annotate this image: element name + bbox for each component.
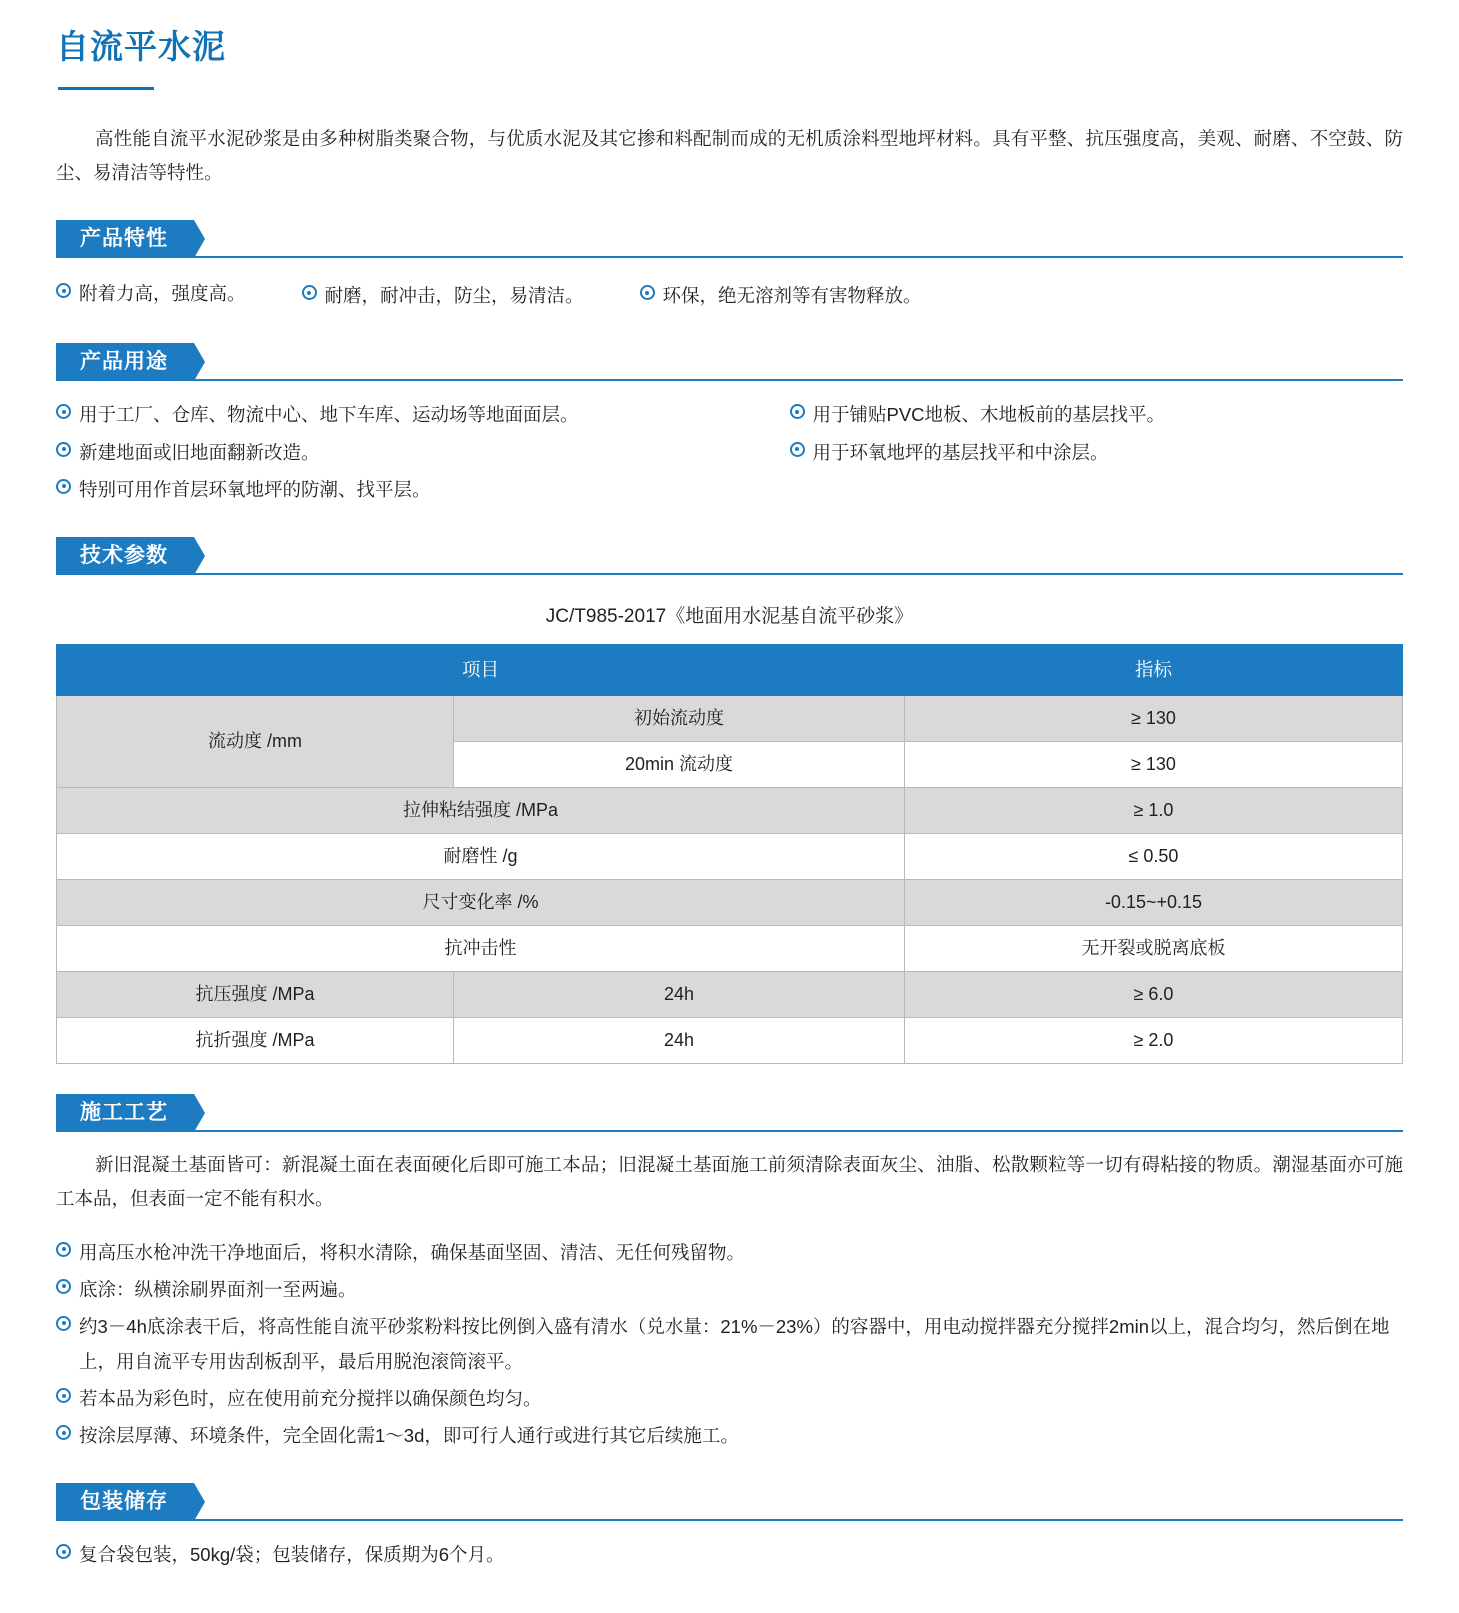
cell-sub: 初始流动度 bbox=[454, 695, 905, 741]
table-row bbox=[57, 1017, 1403, 1063]
section-header-process bbox=[56, 1094, 1403, 1132]
bullet-circle-icon bbox=[56, 479, 71, 494]
section-title-uses: 产品用途 bbox=[56, 343, 194, 381]
process-step-text: 按涂层厚薄、环境条件，完全固化需1～3d，即可行人通行或进行其它后续施工。 bbox=[79, 1425, 739, 1447]
section-rule bbox=[56, 256, 1403, 258]
cell-value: -0.15~+0.15 bbox=[904, 879, 1402, 925]
bullet-circle-icon bbox=[56, 1279, 71, 1294]
list-item bbox=[56, 397, 730, 432]
list-item bbox=[56, 1272, 1403, 1307]
bullet-circle-icon bbox=[790, 442, 805, 457]
section-rule bbox=[56, 573, 1403, 575]
use-text: 用于工厂、仓库、物流中心、地下车库、运动场等地面面层。 bbox=[79, 404, 579, 426]
cell-item: 尺寸变化率 /% bbox=[57, 879, 905, 925]
list-item bbox=[56, 1309, 1403, 1379]
feature-text: 附着力高，强度高。 bbox=[79, 283, 246, 305]
technical-parameters-table bbox=[56, 644, 1403, 1064]
section-rule bbox=[56, 1130, 1403, 1132]
bullet-circle-icon bbox=[56, 1316, 71, 1331]
list-item bbox=[56, 1381, 1403, 1416]
section-packaging bbox=[56, 1483, 1403, 1572]
table-row bbox=[57, 833, 1403, 879]
use-text: 用于环氧地坪的基层找平和中涂层。 bbox=[812, 441, 1109, 463]
process-step-text: 底涂：纵横涂刷界面剂一至两遍。 bbox=[79, 1278, 357, 1300]
list-item bbox=[790, 397, 1404, 432]
uses-list bbox=[56, 397, 1403, 506]
cell-item: 抗折强度 /MPa bbox=[57, 1017, 454, 1063]
table-row bbox=[57, 971, 1403, 1017]
list-item bbox=[640, 278, 922, 313]
title-underline bbox=[58, 87, 154, 90]
uses-column-left bbox=[56, 397, 730, 506]
section-title-technical: 技术参数 bbox=[56, 537, 194, 575]
section-rule bbox=[56, 379, 1403, 381]
cell-sub: 20min 流动度 bbox=[454, 741, 905, 787]
bullet-circle-icon bbox=[790, 404, 805, 419]
list-item bbox=[56, 1418, 1403, 1453]
feature-text: 耐磨，耐冲击，防尘，易清洁。 bbox=[324, 285, 584, 307]
uses-column-right bbox=[730, 397, 1404, 506]
section-title-features: 产品特性 bbox=[56, 220, 194, 258]
bullet-circle-icon bbox=[56, 404, 71, 419]
section-rule bbox=[56, 1519, 1403, 1521]
bullet-circle-icon bbox=[56, 1544, 71, 1559]
use-text: 新建地面或旧地面翻新改造。 bbox=[79, 441, 320, 463]
list-item bbox=[790, 435, 1404, 470]
table-header-item: 项目 bbox=[57, 644, 905, 695]
intro-text: 高性能自流平水泥砂浆是由多种树脂类聚合物，与优质水泥及其它掺和料配制而成的无机质涂料型地坪材料。具有平整、抗压强度高，美观、耐磨、不空鼓、防尘、易清洁等特性。 bbox=[56, 127, 1403, 184]
section-title-process: 施工工艺 bbox=[56, 1094, 194, 1132]
intro-paragraph bbox=[56, 122, 1403, 190]
section-technical bbox=[56, 537, 1403, 1064]
cell-sub: 24h bbox=[454, 1017, 905, 1063]
cell-item: 流动度 /mm bbox=[57, 695, 454, 787]
feature-text: 环保，绝无溶剂等有害物释放。 bbox=[662, 285, 922, 307]
bullet-circle-icon bbox=[56, 1425, 71, 1440]
cell-value: ≥ 6.0 bbox=[904, 971, 1402, 1017]
section-header-uses bbox=[56, 343, 1403, 381]
cell-item: 抗冲击性 bbox=[57, 925, 905, 971]
bullet-circle-icon bbox=[302, 285, 317, 300]
section-features bbox=[56, 220, 1403, 313]
process-step-text: 约3－4h底涂表干后，将高性能自流平砂浆粉料按比例倒入盛有清水（兑水量：21%－23%）的容器中，用电动搅拌器充分搅拌2min以上，混合均匀，然后倒在地上，用自流平专用齿刮板刮平，最后用脱泡滚筒滚平。 bbox=[79, 1315, 1390, 1372]
list-item bbox=[56, 472, 730, 507]
table-row bbox=[57, 787, 1403, 833]
cell-value: ≥ 130 bbox=[904, 741, 1402, 787]
bullet-circle-icon bbox=[640, 285, 655, 300]
list-item bbox=[302, 278, 584, 313]
page-title: 自流平水泥 bbox=[56, 28, 226, 65]
packaging-list bbox=[56, 1537, 1403, 1572]
section-process bbox=[56, 1094, 1403, 1454]
table-header-row bbox=[57, 644, 1403, 695]
section-title-packaging: 包装储存 bbox=[56, 1483, 194, 1521]
process-paragraph bbox=[56, 1148, 1403, 1216]
use-text: 用于铺贴PVC地板、木地板前的基层找平。 bbox=[812, 404, 1166, 426]
table-header-index: 指标 bbox=[904, 644, 1402, 695]
cell-value: 无开裂或脱离底板 bbox=[904, 925, 1402, 971]
standard-reference: JC/T985-2017《地面用水泥基自流平砂浆》 bbox=[545, 605, 914, 627]
cell-value: ≥ 2.0 bbox=[904, 1017, 1402, 1063]
section-uses bbox=[56, 343, 1403, 506]
section-header-packaging bbox=[56, 1483, 1403, 1521]
process-step-text: 若本品为彩色时，应在使用前充分搅拌以确保颜色均匀。 bbox=[79, 1388, 542, 1410]
table-row bbox=[57, 695, 1403, 741]
bullet-circle-icon bbox=[56, 283, 71, 298]
packaging-text: 复合袋包装，50kg/袋；包装储存，保质期为6个月。 bbox=[79, 1544, 505, 1566]
section-header-features bbox=[56, 220, 1403, 258]
list-item bbox=[56, 1235, 1403, 1270]
list-item bbox=[56, 276, 246, 313]
list-item bbox=[56, 435, 730, 470]
section-header-technical bbox=[56, 537, 1403, 575]
cell-sub: 24h bbox=[454, 971, 905, 1017]
process-list bbox=[56, 1235, 1403, 1454]
process-paragraph-text: 新旧混凝土基面皆可：新混凝土面在表面硬化后即可施工本品；旧混凝土基面施工前须清除表面灰尘、油脂、松散颗粒等一切有碍粘接的物质。潮湿基面亦可施工本品，但表面一定不能有积水。 bbox=[56, 1153, 1403, 1209]
cell-item: 耐磨性 /g bbox=[57, 833, 905, 879]
features-list bbox=[56, 276, 1403, 313]
cell-item: 抗压强度 /MPa bbox=[57, 971, 454, 1017]
bullet-circle-icon bbox=[56, 442, 71, 457]
process-step-text: 用高压水枪冲洗干净地面后，将积水清除，确保基面坚固、清洁、无任何残留物。 bbox=[79, 1241, 746, 1263]
cell-item: 拉伸粘结强度 /MPa bbox=[57, 787, 905, 833]
cell-value: ≥ 1.0 bbox=[904, 787, 1402, 833]
use-text: 特别可用作首层环氧地坪的防潮、找平层。 bbox=[79, 478, 431, 500]
table-row bbox=[57, 925, 1403, 971]
list-item bbox=[56, 1537, 1403, 1572]
cell-value: ≥ 130 bbox=[904, 695, 1402, 741]
bullet-circle-icon bbox=[56, 1388, 71, 1403]
bullet-circle-icon bbox=[56, 1242, 71, 1257]
cell-value: ≤ 0.50 bbox=[904, 833, 1402, 879]
table-row bbox=[57, 879, 1403, 925]
